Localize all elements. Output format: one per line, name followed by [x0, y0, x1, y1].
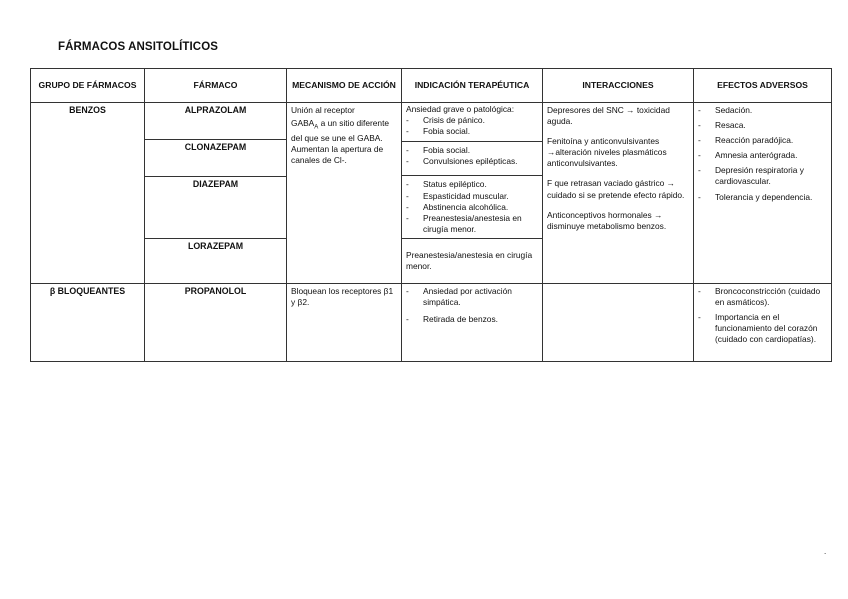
list-item — [698, 312, 827, 345]
bullet: - — [406, 212, 409, 223]
list-item — [406, 156, 538, 167]
list-item — [698, 120, 827, 131]
page-title: FÁRMACOS ANSITOLÍTICOS — [58, 41, 219, 53]
mechanism-line-2-rest: a un sitio diferente del que se une el GABA. — [291, 118, 390, 143]
indication-item: Retirada de benzos. — [423, 314, 498, 325]
adverse-item: Broncoconstricción (cuidado en asmáticos). — [715, 286, 821, 308]
gaba-subscript: A — [314, 124, 319, 131]
adverse-item: Amnesia anterógrada. — [715, 150, 798, 161]
mechanism-line-2 — [291, 118, 397, 144]
header-indication: INDICACIÓN TERAPÉUTICA — [402, 69, 543, 103]
indication-benzos — [402, 103, 543, 239]
list-item — [406, 179, 538, 190]
indication-item: Crisis de pánico. — [423, 115, 485, 126]
bullet: - — [406, 179, 409, 190]
list-item — [406, 286, 538, 308]
list-item — [698, 105, 827, 116]
group-beta-blockers: β BLOQUEANTES — [31, 284, 145, 362]
interactions-benzos — [543, 103, 694, 284]
indication-beta — [402, 284, 543, 362]
group-benzos: BENZOS — [31, 103, 145, 284]
bullet: - — [406, 286, 409, 296]
header-adverse: EFECTOS ADVERSOS — [694, 69, 832, 103]
table-row — [31, 103, 832, 140]
list-item — [698, 150, 827, 161]
indication-item: Fobia social. — [423, 126, 471, 137]
list-item — [406, 126, 538, 137]
indication-lorazepam: Preanestesia/anestesia en cirugía menor. — [402, 239, 543, 284]
indication-item: Espasticidad muscular. — [423, 190, 509, 201]
bullet: - — [406, 201, 409, 212]
list-item — [406, 314, 538, 325]
bullet: - — [406, 190, 409, 201]
indication-item: Status epiléptico. — [423, 179, 487, 190]
bullet: - — [698, 191, 701, 202]
mechanism-benzos — [287, 103, 402, 284]
list-item — [698, 165, 827, 187]
bullet: - — [406, 314, 409, 325]
adverse-item: Sedación. — [715, 105, 753, 115]
drug-alprazolam: ALPRAZOLAM — [145, 103, 287, 140]
bullet: - — [406, 115, 409, 126]
indication-intro: Ansiedad grave o patológica: — [406, 104, 515, 114]
list-item — [406, 213, 538, 235]
indication-item: Fobia social. — [423, 145, 471, 156]
bullet: - — [406, 156, 409, 167]
bullet: - — [698, 135, 701, 146]
list-item — [698, 192, 827, 203]
mechanism-line-3: Aumentan la apertura de canales de Cl-. — [291, 143, 384, 165]
bullet: - — [698, 120, 701, 131]
header-interactions: INTERACCIONES — [543, 69, 694, 103]
interaction-item: F que retrasan vaciado gástrico → cuidado si se pretende efecto rápido. — [547, 178, 685, 200]
adverse-item: Importancia en el funcionamiento del corazón (cuidado con cardiopatías). — [715, 312, 818, 345]
indication-item: Abstinencia alcohólica. — [423, 201, 509, 212]
list-item — [406, 202, 538, 213]
table-header-row — [31, 69, 832, 103]
interactions-beta — [543, 284, 694, 362]
adverse-benzos — [694, 103, 832, 284]
gaba-text: GABA — [291, 118, 315, 129]
list-item — [406, 115, 538, 126]
list-item — [698, 135, 827, 146]
drug-diazepam: DIAZEPAM — [145, 177, 287, 239]
interaction-item: Depresores del SNC → toxicidad aguda. — [547, 105, 670, 127]
bullet: - — [698, 165, 701, 176]
footer-mark: . — [824, 547, 827, 556]
drug-lorazepam: LORAZEPAM — [145, 239, 287, 284]
adverse-item: Depresión respiratoria y cardiovascular. — [715, 165, 804, 187]
list-item — [698, 286, 827, 308]
header-group: GRUPO DE FÁRMACOS — [31, 69, 145, 103]
header-drug: FÁRMACO — [145, 69, 287, 103]
adverse-beta — [694, 284, 832, 362]
mechanism-line-1: Unión al receptor — [291, 105, 355, 115]
mechanism-beta: Bloquean los receptores β1 y β2. — [287, 284, 402, 362]
interaction-item: Fenitoína y anticonvulsivantes →alteración niveles plasmáticos anticonvulsivantes. — [547, 136, 667, 169]
interaction-item: Anticonceptivos hormonales → disminuye metabolismo benzos. — [547, 209, 667, 231]
header-mechanism: MECANISMO DE ACCIÓN — [287, 69, 402, 103]
anxiolytics-table — [30, 68, 832, 362]
drug-clonazepam: CLONAZEPAM — [145, 140, 287, 177]
bullet: - — [698, 312, 701, 323]
list-item — [406, 145, 538, 156]
bullet: - — [406, 126, 409, 137]
indication-item: Convulsiones epilépticas. — [423, 156, 518, 167]
indication-item: Ansiedad por activación simpática. — [423, 286, 512, 308]
adverse-item: Reacción paradójica. — [715, 135, 794, 146]
bullet: - — [698, 286, 701, 296]
adverse-item: Tolerancia y dependencia. — [715, 191, 813, 202]
divider — [402, 141, 542, 142]
adverse-item: Resaca. — [715, 120, 746, 131]
indication-item: Preanestesia/anestesia en cirugía menor. — [423, 212, 522, 234]
bullet: - — [698, 150, 701, 161]
divider — [402, 175, 542, 176]
list-item — [406, 191, 538, 202]
table-row — [31, 284, 832, 362]
bullet: - — [698, 105, 701, 115]
drug-propanolol: PROPANOLOL — [145, 284, 287, 362]
bullet: - — [406, 145, 409, 156]
